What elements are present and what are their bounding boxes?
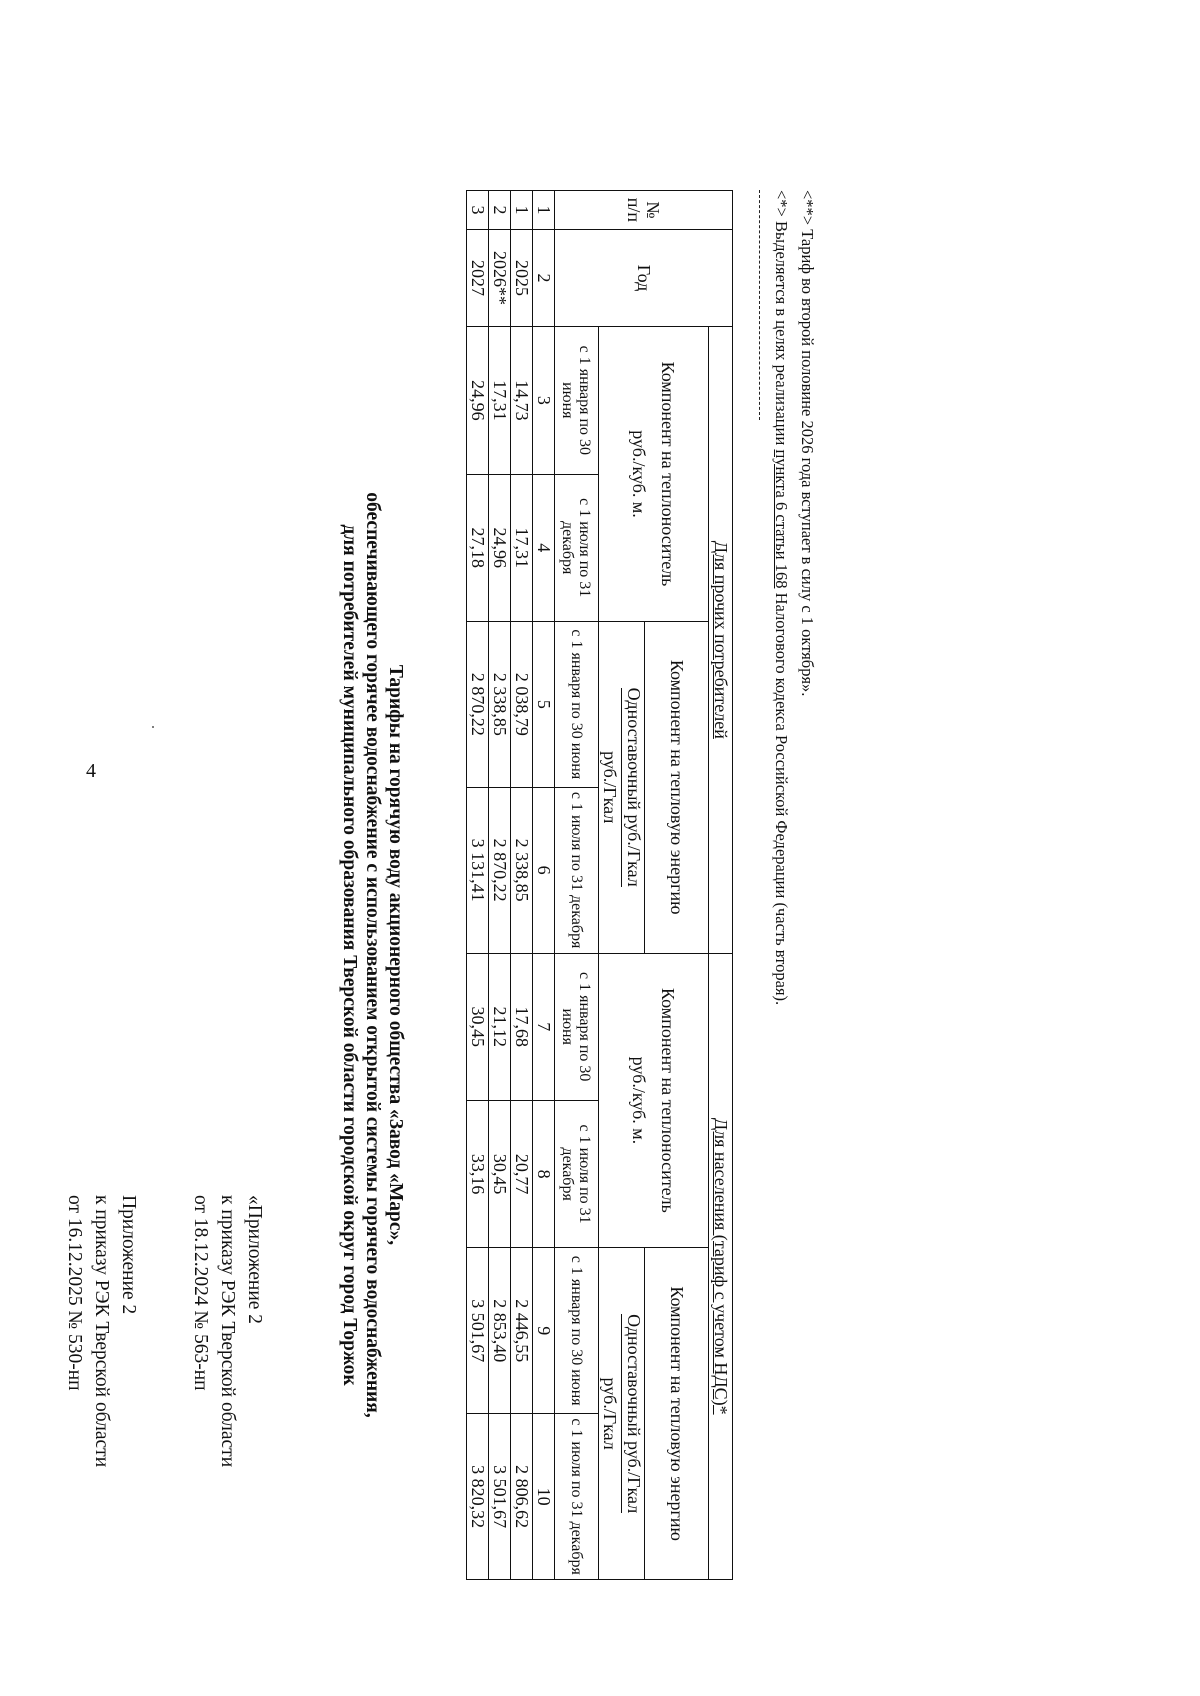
column-number: 9 [533, 1248, 555, 1414]
period-h1: с 1 января по 30 июня [555, 953, 599, 1100]
heat-rate-label: Одноставочный руб./Гкал [621, 1314, 643, 1513]
table-cell: 3 501,67 [489, 1414, 511, 1580]
column-number: 7 [533, 953, 555, 1100]
document-title [338, 335, 407, 1575]
column-number: 5 [533, 621, 555, 787]
table-cell: 2 870,22 [467, 621, 489, 787]
footnote-2026: <**> Тариф во второй половине 2026 года вступает в силу с 1 октября». [798, 190, 817, 697]
heat-unit-label: руб./Гкал [600, 1377, 620, 1450]
column-number: 10 [533, 1414, 555, 1580]
table-cell: 2 806,62 [511, 1414, 533, 1580]
table-cell: 2 038,79 [511, 621, 533, 787]
row-year: 2026** [489, 229, 511, 326]
column-number: 3 [533, 327, 555, 474]
table-cell: 17,68 [511, 953, 533, 1100]
column-number: 1 [533, 191, 555, 230]
approval-previous-line2: к приказу РЭК Тверской области [217, 1195, 238, 1468]
header-carrier-other [599, 327, 709, 622]
row-number: 3 [467, 191, 489, 230]
table-cell: 17,31 [511, 474, 533, 621]
header-carrier-population [599, 953, 709, 1248]
approval-current [61, 1195, 142, 1467]
carrier-component-label: Компонент на теплоноситель [658, 988, 679, 1213]
table-cell: 2 853,40 [489, 1248, 511, 1414]
tariff-table [466, 190, 733, 1580]
header-heat-population: Компонент на тепловую энергию [645, 1248, 709, 1580]
table-cell: 30,45 [489, 1100, 511, 1247]
approval-current-line2: к приказу РЭК Тверской области [91, 1195, 112, 1468]
table-cell: 17,31 [489, 327, 511, 474]
footnote-vat-suffix: Налогового кодекса Российской Федерации (часть вторая). [772, 588, 791, 1006]
footnote-separator [759, 190, 760, 420]
heat-rate-label: Одноставочный руб./Гкал [621, 688, 643, 887]
column-number: 2 [533, 229, 555, 326]
header-group-other: Для прочих потребителей [709, 327, 733, 953]
approval-previous-line1: «Приложение 2 [244, 1195, 265, 1325]
table-header-row-groups [709, 191, 733, 1580]
approval-current-line3: от 16.12.2025 № 530-нп [64, 1195, 85, 1391]
title-line2: обеспечивающего горячее водоснабжение с использованием открытой системы горячего водоснабжения, [362, 492, 383, 1418]
header-rate-other [599, 621, 645, 953]
header-num: № п/п [555, 191, 733, 230]
approval-previous [187, 1195, 268, 1467]
table-cell: 21,12 [489, 953, 511, 1100]
period-h2: с 1 июля по 31 декабря [555, 474, 599, 621]
table-cell: 24,96 [467, 327, 489, 474]
table-row [467, 191, 489, 1580]
rotated-document [64, 80, 825, 1620]
table-header-row-components [645, 191, 709, 1580]
row-year: 2025 [511, 229, 533, 326]
title-line1: Тарифы на горячую воду акционерного общества «Завод «Марс», [385, 664, 406, 1246]
header-group-population: Для населения (тариф с учетом НДС)* [709, 953, 733, 1579]
header-rate-population [599, 1248, 645, 1580]
table-cell: 2 870,22 [489, 787, 511, 953]
table-cell: 2 338,85 [511, 787, 533, 953]
table-cell: 3 820,32 [467, 1414, 489, 1580]
period-h1: с 1 января по 30 июня [555, 1248, 599, 1414]
page-number: 4 [86, 760, 96, 782]
table-cell: 2 338,85 [489, 621, 511, 787]
period-h1: с 1 января по 30 июня [555, 327, 599, 474]
period-h2: с 1 июля по 31 декабря [555, 787, 599, 953]
row-number: 2 [489, 191, 511, 230]
row-number: 1 [511, 191, 533, 230]
footnote-vat [771, 190, 791, 1005]
table-cell: 3 501,67 [467, 1248, 489, 1414]
carrier-unit-label: руб./куб. м. [629, 1056, 650, 1145]
column-number: 8 [533, 1100, 555, 1247]
table-cell: 14,73 [511, 327, 533, 474]
period-h1: с 1 января по 30 июня [555, 621, 599, 787]
table-cell: 20,77 [511, 1100, 533, 1247]
column-number: 4 [533, 474, 555, 621]
row-year: 2027 [467, 229, 489, 326]
table-row [511, 191, 533, 1580]
table-cell: 33,16 [467, 1100, 489, 1247]
heat-unit-label: руб./Гкал [600, 751, 620, 824]
carrier-unit-label: руб./куб. м. [629, 430, 650, 518]
column-numbers-row [533, 191, 555, 1580]
header-heat-other: Компонент на тепловую энергию [645, 621, 709, 953]
footnote-vat-link: пункта 6 статьи 168 [772, 449, 791, 589]
table-cell: 3 131,41 [467, 787, 489, 953]
table-cell: 27,18 [467, 474, 489, 621]
table-cell: 2 446,55 [511, 1248, 533, 1414]
column-number: 6 [533, 787, 555, 953]
title-line3: для потребителей муниципального образования Тверской области городской округ город Торжок [339, 524, 360, 1386]
period-h2: с 1 июля по 31 декабря [555, 1100, 599, 1247]
approval-current-line1: Приложение 2 [118, 1195, 139, 1315]
table-row [489, 191, 511, 1580]
table-cell: 24,96 [489, 474, 511, 621]
approval-previous-line3: от 18.12.2024 № 563-нп [190, 1195, 211, 1391]
header-year: Год [555, 229, 733, 326]
table-header-row-periods [555, 191, 599, 1580]
footnote-vat-prefix: <*> Выделяется в целях реализации [772, 190, 791, 450]
period-h2: с 1 июля по 31 декабря [555, 1414, 599, 1580]
carrier-component-label: Компонент на теплоноситель [658, 361, 679, 587]
table-cell: 30,45 [467, 953, 489, 1100]
